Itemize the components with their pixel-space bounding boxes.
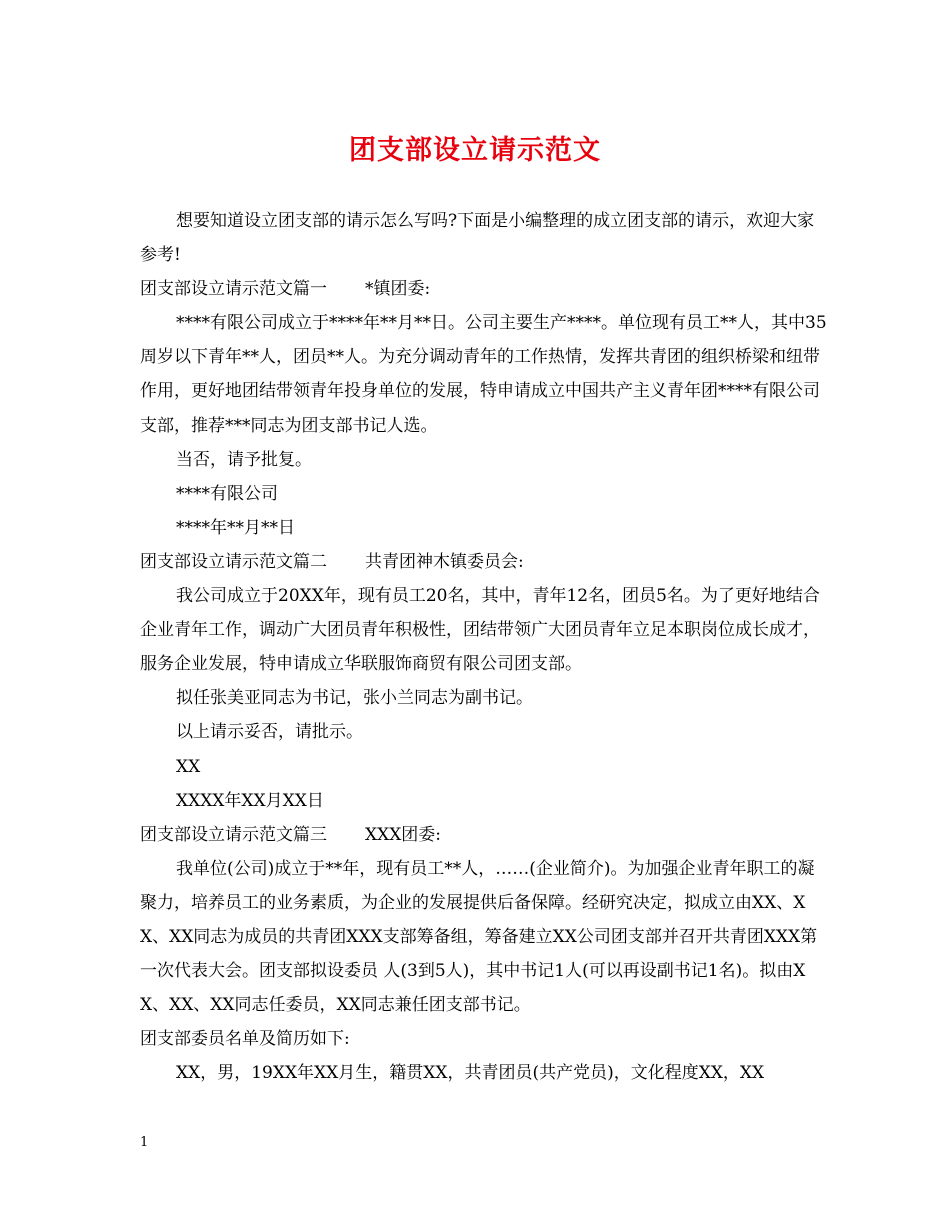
sample1-date: ****年**月**日 [176,517,295,538]
sample3-body: 我单位(公司)成立于**年，现有员工**人，……(企业简介)。为加强企业青年职工的凝聚力，培养员工的业务素质，为企业的发展提供后备保障。经研究决定，拟成立由XX、XX、XX同志为成员的共青团XXX支部筹备组，筹备建立XX公司团支部并召开共青团XXX第一次代表大会。团支部拟设委员 人(3到5人)，其中书记1人(可以再设副书记1名)。拟由XX、XX、XX同志任委员，XX同志兼任团支部书记。 [140,858,818,1016]
sample2-date: XXXX年XX月XX日 [176,790,324,811]
sample1-addressee: *镇团委: [365,279,431,300]
sample2-addressee: 共青团神木镇委员会: [365,551,524,572]
page-number: 1 [140,1135,149,1150]
document-body [140,204,830,1090]
sample1-closing: 当否，请予批复。 [176,449,312,470]
sample2-heading: 团支部设立请示范文篇二 [140,551,327,572]
sample1-heading-line [140,272,830,306]
sample3-heading: 团支部设立请示范文篇三 [140,824,327,845]
intro-paragraph: 想要知道设立团支部的请示怎么写吗?下面是小编整理的成立团支部的请示，欢迎大家参考! [140,211,815,266]
sample2-heading-line [140,545,830,579]
sample2-body: 我公司成立于20XX年，现有员工20名，其中，青年12名，团员5名。为了更好地结合企业青年工作，调动广大团员青年积极性，团结带领广大团员青年立足本职岗位成长成才，服务企业发展，特申请成立华联服饰商贸有限公司团支部。 [140,586,820,675]
sample3-list-intro: 团支部委员名单及简历如下: [140,1029,350,1050]
sample1-body: ****有限公司成立于****年**月**日。公司主要生产****。单位现有员工**人，其中35周岁以下青年**人，团员**人。为充分调动青年的工作热情，发挥共青团的组织桥梁和纽带作用，更好地团结带领青年投身单位的发展，特申请成立中国共产主义青年团****有限公司支部，推荐***同志为团支部书记人选。 [140,313,827,436]
sample1-signature: ****有限公司 [176,483,278,504]
sample2-proposal: 拟任张美亚同志为书记，张小兰同志为副书记。 [176,688,533,709]
sample3-addressee: XXX团委: [365,824,442,845]
sample2-closing: 以上请示妥否，请批示。 [176,722,363,743]
sample3-heading-line [140,818,830,852]
sample2-signature: XX [176,756,201,777]
sample1-heading: 团支部设立请示范文篇一 [140,279,327,300]
sample3-member: XX，男，19XX年XX月生，籍贯XX，共青团员(共产党员)，文化程度XX，XX [176,1063,765,1084]
document-title: 团支部设立请示范文 [349,135,601,166]
